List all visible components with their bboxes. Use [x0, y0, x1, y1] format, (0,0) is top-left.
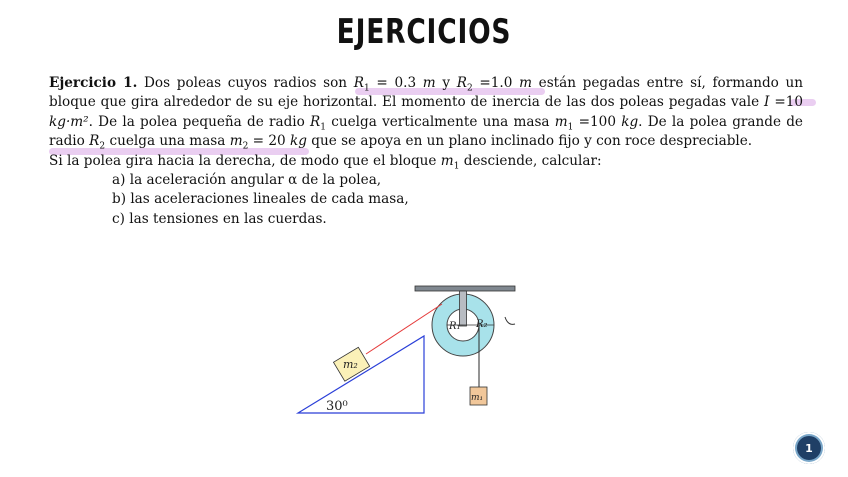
inclined-plane	[298, 336, 424, 413]
question-item-a: a) la aceleración angular α de la polea,	[112, 172, 382, 189]
exercise-paragraph: Ejercicio 1. Dos poleas cuyos radios son $R_1 = 0.3$ m y $R_2 =1.0$ m están pegadas entre sí, formando un bloque que gira alrededor de su eje horizontal. El momento de inercia de las dos poleas pegadas vale I =10 kg·m². De la polea pequeña de radio $R_1$ cuelga verticalmente una masa $m_1 =100$ kg. De la polea grande de radio $R_2$ cuelga una masa $m_2 = 20$ kg que se apoya en un plano inclinado fijo y con roce despreciable.	[49, 75, 804, 152]
question-item-b: b) las aceleraciones lineales de cada masa,	[112, 191, 409, 208]
label-r2: R₂	[476, 319, 488, 330]
ceiling-support	[415, 286, 515, 291]
rotation-arrow-icon	[505, 317, 515, 324]
rope-m2	[366, 304, 442, 354]
page-title: EJERCICIOS	[336, 12, 512, 52]
label-r1: R₁	[449, 321, 461, 332]
exercise-label: Ejercicio 1.	[49, 75, 138, 91]
label-m1: m₁	[471, 393, 484, 403]
label-m2: m₂	[343, 358, 358, 371]
question-line: Si la polea gira hacia la derecha, de modo que el bloque $m_1$ desciende, calcular:	[49, 152, 602, 172]
pulley-incline-diagram	[290, 280, 530, 420]
pulley-axle-support	[460, 291, 467, 326]
page-number-badge: 1	[793, 432, 825, 464]
angle-label: 30⁰	[326, 399, 348, 414]
question-item-c: c) las tensiones en las cuerdas.	[112, 210, 327, 227]
exercise-text	[49, 74, 803, 229]
